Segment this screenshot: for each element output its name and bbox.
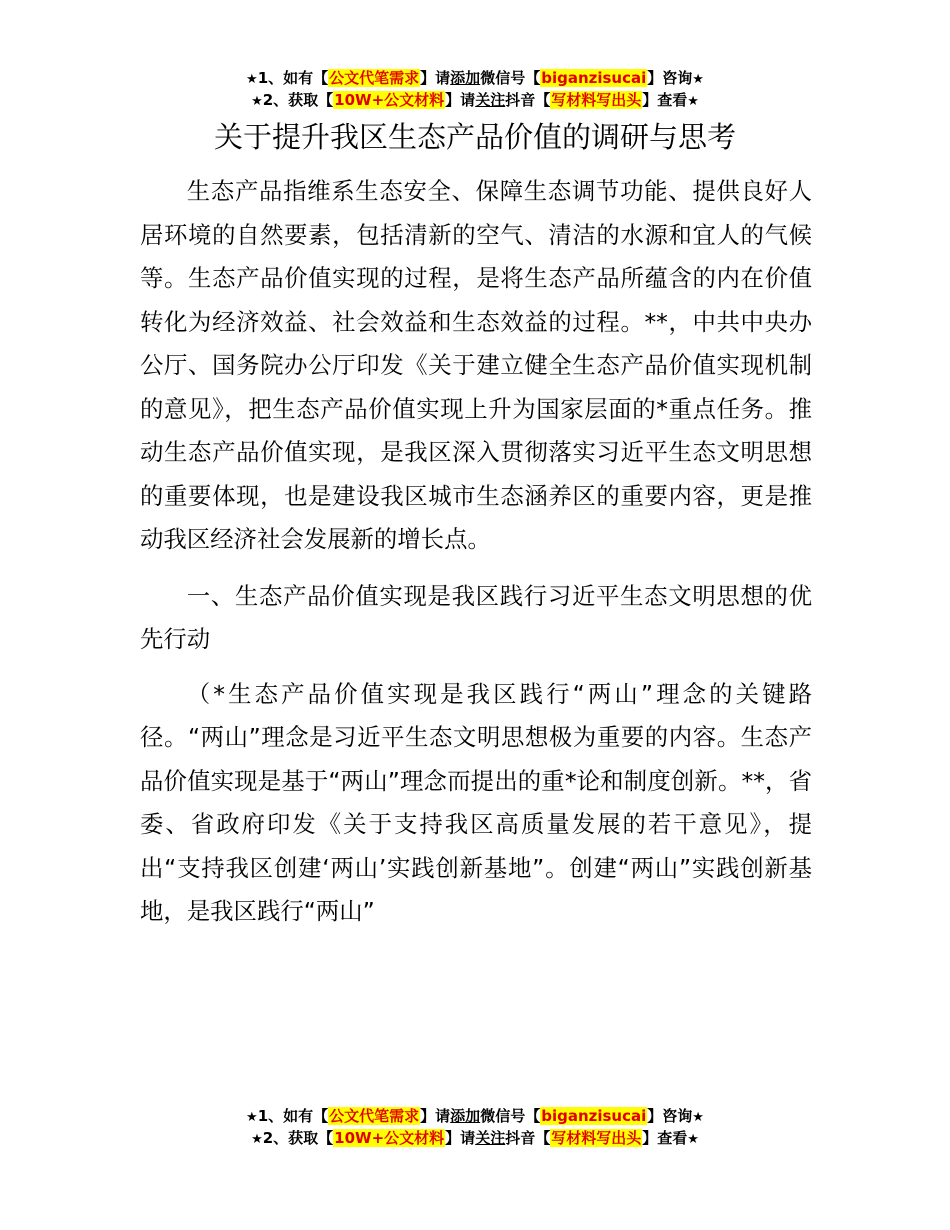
banner-text: 】请 [445, 1129, 476, 1147]
banner-text: 】请 [420, 1107, 451, 1125]
highlight-wechat-id: biganzisucai [541, 1107, 647, 1125]
banner-text: 】请 [445, 91, 476, 109]
highlight-materials: 10W+公文材料 [334, 91, 445, 109]
banner-text: 抖音【 [505, 1129, 551, 1147]
banner-line-1 [0, 1106, 950, 1128]
banner-text: 1、如有【 [257, 1107, 329, 1125]
banner-text: 微信号【 [480, 1107, 541, 1125]
highlight-materials: 10W+公文材料 [334, 1129, 445, 1147]
star-icon: ★ [687, 94, 699, 109]
banner-line-2 [0, 1128, 950, 1150]
header-banner [0, 68, 950, 112]
banner-text: 2、获取【 [262, 91, 334, 109]
star-icon: ★ [251, 1132, 263, 1147]
section-heading-1: 一、生态产品价值实现是我区践行习近平生态文明思想的优先行动 [140, 581, 812, 653]
underline-text: 添加 [450, 1107, 481, 1125]
banner-text: 微信号【 [480, 69, 541, 87]
banner-text: 】查看 [642, 1129, 688, 1147]
star-icon: ★ [246, 1110, 258, 1125]
star-icon: ★ [687, 1132, 699, 1147]
banner-text: 抖音【 [505, 91, 551, 109]
subsection-paragraph-1: （*生态产品价值实现是我区践行“两山”理念的关键路径。“两山”理念是习近平生态文明思想极为重要的内容。生态产品价值实现是基于“两山”理念而提出的重*论和制度创新。**，省委、省政府印发《关于支持我区高质量发展的若干意见》，提出“支持我区创建‘两山’实践创新基地”。创建“两山”实践创新基地，是我区践行“两山” [140, 679, 812, 925]
underline-text: 关注 [475, 1129, 506, 1147]
banner-line-1 [0, 68, 950, 90]
underline-text: 添加 [450, 69, 481, 87]
star-icon: ★ [246, 72, 258, 87]
highlight-douyin: 写材料写出头 [551, 1129, 642, 1147]
banner-text: 】咨询 [647, 1107, 693, 1125]
banner-text: 】请 [420, 69, 451, 87]
highlight-wechat-id: biganzisucai [541, 69, 647, 87]
banner-text: 2、获取【 [262, 1129, 334, 1147]
footer-banner [0, 1106, 950, 1150]
banner-text: 】查看 [642, 91, 688, 109]
banner-line-2 [0, 90, 950, 112]
star-icon: ★ [251, 94, 263, 109]
star-icon: ★ [692, 1110, 704, 1125]
highlight-service: 公文代笔需求 [329, 1107, 420, 1125]
document-title: 关于提升我区生态产品价值的调研与思考 [213, 120, 736, 154]
highlight-service: 公文代笔需求 [329, 69, 420, 87]
document-body [140, 170, 812, 934]
star-icon: ★ [692, 72, 704, 87]
paragraph-intro: 生态产品指维系生态安全、保障生态调节功能、提供良好人居环境的自然要素，包括清新的空气、清洁的水源和宜人的气候等。生态产品价值实现的过程，是将生态产品所蕴含的内在价值转化为经济效益、社会效益和生态效益的过程。**，中共中央办公厅、国务院办公厅印发《关于建立健全生态产品价值实现机制的意见》，把生态产品价值实现上升为国家层面的*重点任务。推动生态产品价值实现，是我区深入贯彻落实习近平生态文明思想的重要体现，也是建设我区城市生态涵养区的重要内容，更是推动我区经济社会发展新的增长点。 [140, 177, 812, 553]
highlight-douyin: 写材料写出头 [551, 91, 642, 109]
banner-text: 】咨询 [647, 69, 693, 87]
banner-text: 1、如有【 [257, 69, 329, 87]
underline-text: 关注 [475, 91, 506, 109]
